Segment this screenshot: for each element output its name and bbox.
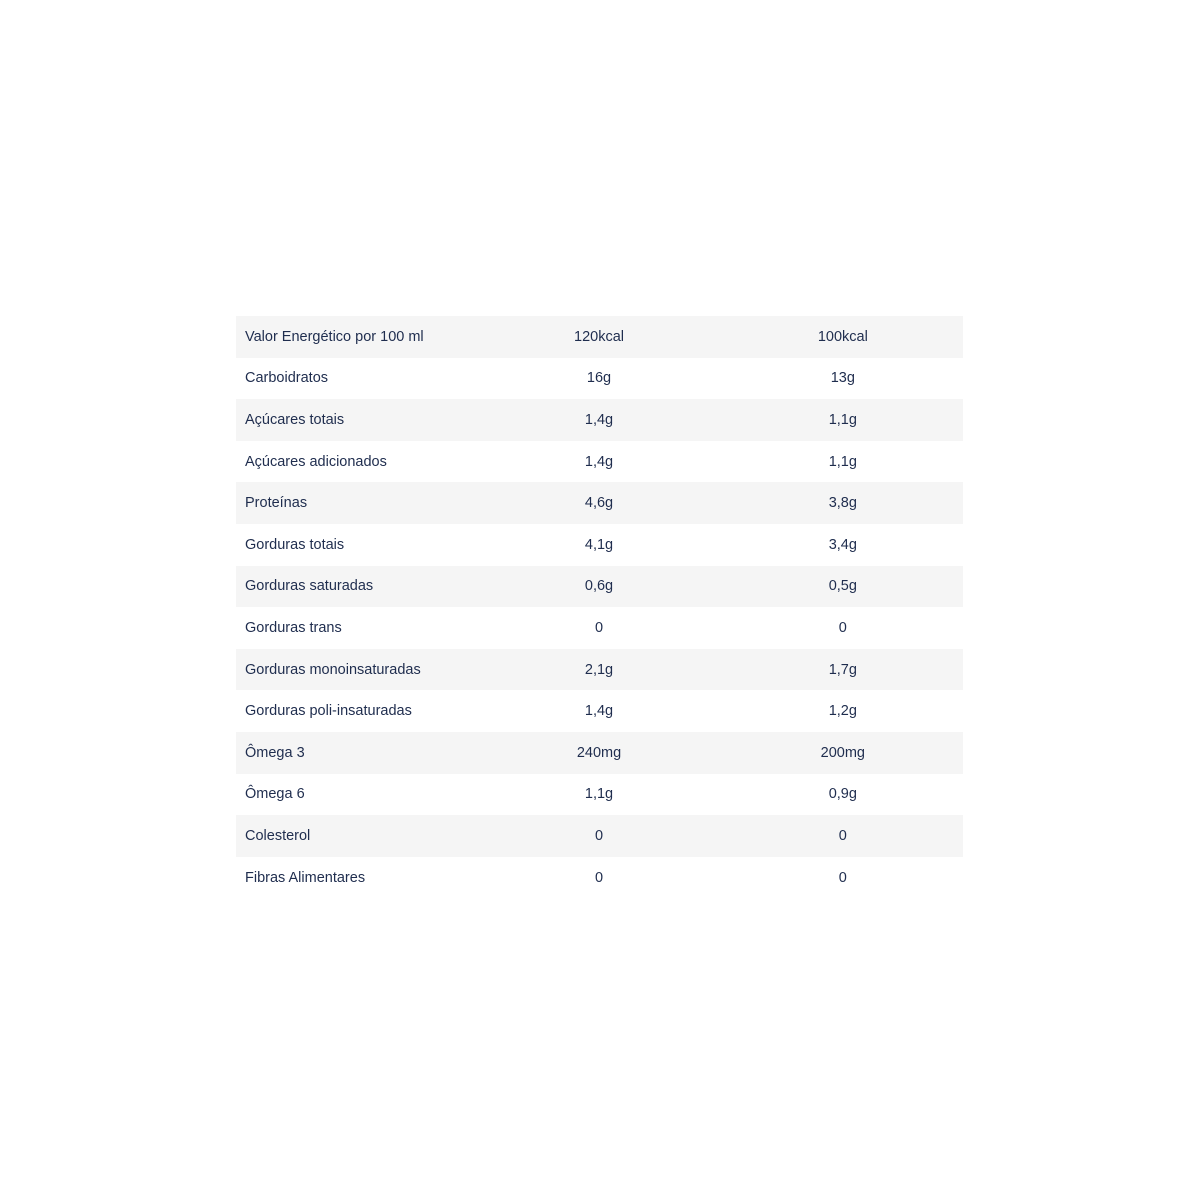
nutrient-value-a: 0	[475, 857, 722, 899]
table-row	[236, 482, 963, 524]
nutrient-value-b: 0	[723, 815, 963, 857]
table-row	[236, 690, 963, 732]
nutrient-value-b: 1,2g	[723, 690, 963, 732]
nutrient-value-a: 0	[475, 815, 722, 857]
nutrient-label: Colesterol	[236, 815, 475, 857]
table-row	[236, 441, 963, 483]
nutrient-label: Carboidratos	[236, 358, 475, 400]
nutrient-value-b: 100kcal	[723, 316, 963, 358]
nutrient-label: Valor Energético por 100 ml	[236, 316, 475, 358]
table-row	[236, 358, 963, 400]
table-row	[236, 774, 963, 816]
nutrient-label: Ômega 3	[236, 732, 475, 774]
nutrient-value-a: 1,4g	[475, 690, 722, 732]
nutrient-value-a: 4,6g	[475, 482, 722, 524]
nutrient-value-b: 1,1g	[723, 399, 963, 441]
table-row	[236, 857, 963, 899]
nutrient-label: Açúcares totais	[236, 399, 475, 441]
nutrient-value-b: 13g	[723, 358, 963, 400]
nutrient-value-b: 3,4g	[723, 524, 963, 566]
nutrient-value-a: 240mg	[475, 732, 722, 774]
nutrient-value-b: 0	[723, 607, 963, 649]
nutrient-value-b: 0,9g	[723, 774, 963, 816]
nutrient-value-b: 200mg	[723, 732, 963, 774]
nutrient-label: Gorduras totais	[236, 524, 475, 566]
table-row	[236, 607, 963, 649]
nutrient-label: Açúcares adicionados	[236, 441, 475, 483]
table-row	[236, 566, 963, 608]
nutrient-label: Fibras Alimentares	[236, 857, 475, 899]
nutrient-label: Gorduras monoinsaturadas	[236, 649, 475, 691]
table-row	[236, 649, 963, 691]
nutrient-label: Gorduras saturadas	[236, 566, 475, 608]
nutrient-value-b: 1,7g	[723, 649, 963, 691]
nutrient-value-b: 0,5g	[723, 566, 963, 608]
nutrient-value-a: 120kcal	[475, 316, 722, 358]
nutrient-value-b: 3,8g	[723, 482, 963, 524]
nutrient-value-a: 1,1g	[475, 774, 722, 816]
nutrient-label: Proteínas	[236, 482, 475, 524]
nutrient-value-a: 2,1g	[475, 649, 722, 691]
table-row	[236, 399, 963, 441]
nutrient-label: Ômega 6	[236, 774, 475, 816]
nutrient-value-a: 16g	[475, 358, 722, 400]
nutrient-value-a: 1,4g	[475, 399, 722, 441]
nutrient-label: Gorduras poli-insaturadas	[236, 690, 475, 732]
table-row	[236, 316, 963, 358]
nutrient-value-b: 0	[723, 857, 963, 899]
nutrient-value-a: 0	[475, 607, 722, 649]
table-row	[236, 524, 963, 566]
nutrient-value-a: 1,4g	[475, 441, 722, 483]
nutrition-table-body	[236, 316, 963, 898]
table-row	[236, 732, 963, 774]
nutrient-label: Gorduras trans	[236, 607, 475, 649]
nutrient-value-b: 1,1g	[723, 441, 963, 483]
nutrient-value-a: 4,1g	[475, 524, 722, 566]
nutrition-table	[236, 316, 963, 898]
table-row	[236, 815, 963, 857]
nutrient-value-a: 0,6g	[475, 566, 722, 608]
